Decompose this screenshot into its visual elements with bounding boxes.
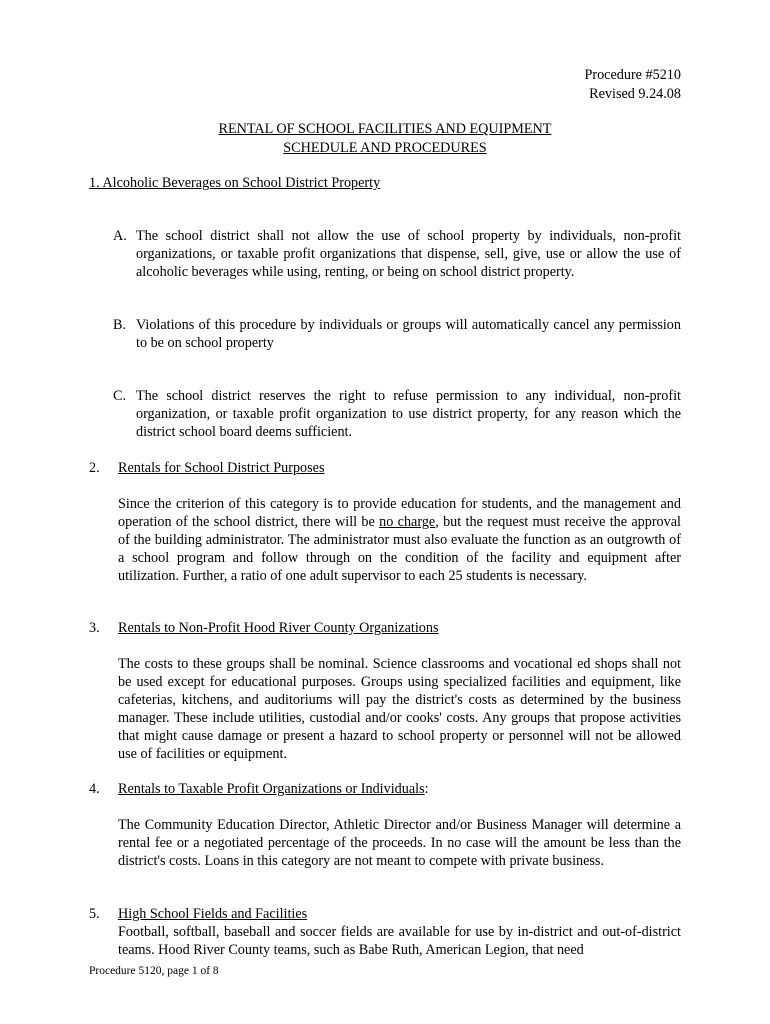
procedure-number: Procedure #5210: [584, 67, 681, 83]
section-2-paragraph: Since the criterion of this category is to provide education for students, and the management and operation of the school district, there will be no charge, but the request must receive the approval of the building administrator. The administrator must also evaluate the function as an outgrowth of a school program and follow through on the condition of the facility and equipment after utilization. Further, a ratio of one adult supervisor to each 25 students is necessary.: [118, 496, 681, 584]
revision-date: Revised 9.24.08: [589, 86, 681, 102]
procedure-header: [584, 66, 681, 104]
section-5-paragraph: Football, softball, baseball and soccer fields are available for use by in-district and out-of-district teams. Hood River County teams, such as Babe Ruth, American Legion, that need: [118, 924, 681, 958]
item-text: Violations of this procedure by individuals or groups will automatically cancel any permission to be on school property: [136, 317, 681, 351]
section-1-heading: 1. Alcoholic Beverages on School District Property: [89, 175, 381, 191]
title-line-2: SCHEDULE AND PROCEDURES: [283, 140, 487, 156]
section-1-item-b: [113, 316, 681, 352]
section-1-item-c: [113, 387, 681, 441]
item-label: B.: [113, 317, 127, 333]
page-footer: Procedure 5120, page 1 of 8: [89, 965, 219, 977]
title-line-1: RENTAL OF SCHOOL FACILITIES AND EQUIPMENT: [218, 121, 552, 137]
section-3-paragraph: The costs to these groups shall be nominal. Science classrooms and vocational ed shops shall not be used except for educational purposes. Groups using specialized facilities and equipment, like cafeterias, kitchens, and auditoriums will pay the district's costs as determined by the business manager. These include utilities, custodial and/or cooks' costs. Any groups that propose activities that might cause damage or present a hazard to school property or personnel will not be allowed use of facilities or equipment.: [118, 656, 681, 762]
section-4-heading-row: 4. Rentals to Taxable Profit Organizations or Individuals:: [89, 781, 429, 797]
item-label: C.: [113, 388, 127, 404]
section-3-heading: Rentals to Non-Profit Hood River County Organizations: [118, 620, 439, 636]
section-3-heading-row: [89, 619, 681, 637]
section-number: 4.: [89, 781, 100, 797]
section-4-heading: Rentals to Taxable Profit Organizations or Individuals: [118, 781, 425, 797]
section-2-heading-row: [89, 459, 681, 477]
section-2-heading: Rentals for School District Purposes: [118, 460, 325, 476]
section-number: 5.: [89, 906, 100, 922]
item-text: The school district reserves the right to refuse permission to any individual, non-profit organization, or taxable profit organization to use district property, for any reason which the district school board deems sufficient.: [136, 388, 681, 440]
no-charge-emphasis: no charge: [379, 514, 436, 530]
section-4-paragraph: The Community Education Director, Athletic Director and/or Business Manager will determine a rental fee or a negotiated percentage of the proceeds. In no case will the amount be less than the district's costs. Loans in this category are not meant to compete with private business.: [118, 817, 681, 869]
section-number: 3.: [89, 620, 100, 636]
section-5-heading-row: [89, 905, 681, 923]
section-5-heading: High School Fields and Facilities: [118, 906, 308, 922]
item-label: A.: [113, 228, 127, 244]
section-number: 2.: [89, 460, 100, 476]
section-1-item-a: [113, 227, 681, 281]
item-text: The school district shall not allow the use of school property by individuals, non-profit organizations, or taxable profit organizations that dispense, sell, give, use or allow the use of alcoholic beverages while using, renting, or being on school district property.: [136, 228, 681, 280]
document-title: [0, 120, 770, 158]
